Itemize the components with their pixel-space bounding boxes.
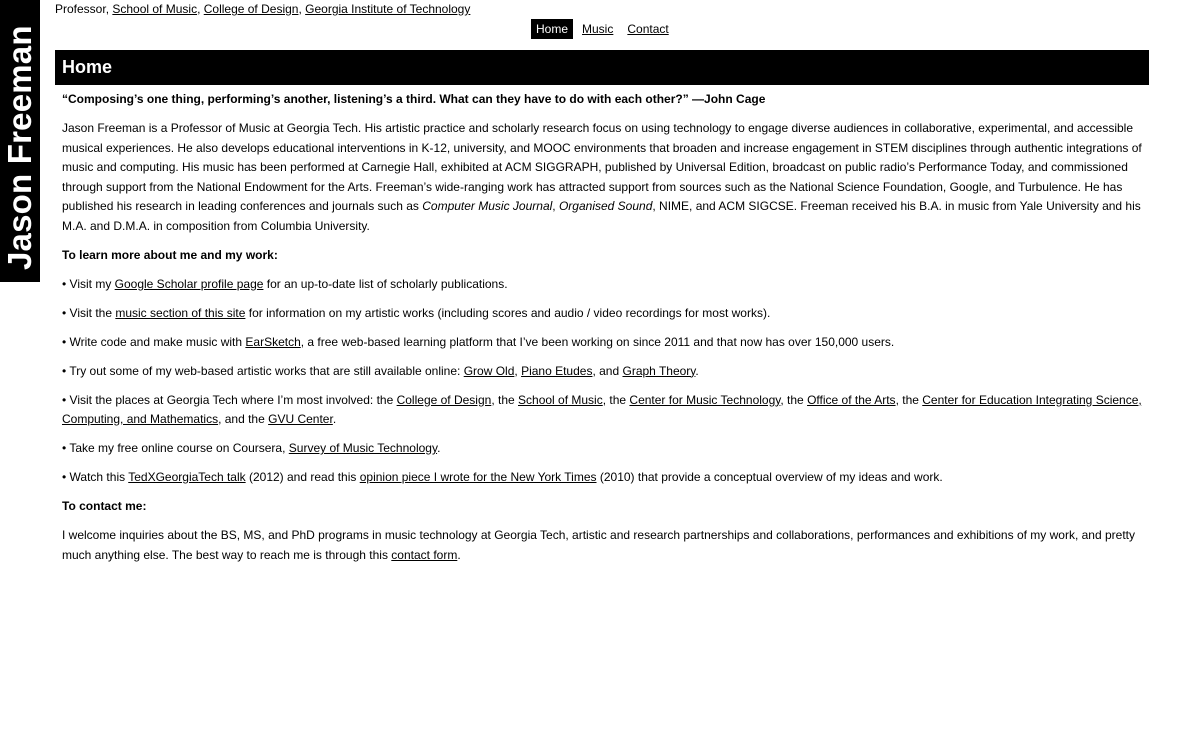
college-of-design-link[interactable]: College of Design — [396, 392, 492, 407]
list-item — [62, 304, 1144, 324]
item-text: • Try out some of my web-based artistic works that are still available online: — [62, 363, 464, 378]
bio-text-2: , NIME, and ACM SIGCSE. Freeman received his B.A. in music from Yale University and his M.A. and D.M.A. in composition from Columbia University. — [62, 199, 1141, 233]
graph-theory-link[interactable]: Graph Theory — [622, 363, 696, 378]
item-text: , — [514, 363, 522, 378]
page-title: Home — [62, 57, 113, 77]
list-item — [62, 333, 1144, 353]
nyt-opinion-link[interactable]: opinion piece I wrote for the New York Times — [359, 470, 597, 484]
contact-heading: To contact me: — [62, 499, 147, 513]
grow-old-link[interactable]: Grow Old — [463, 363, 515, 378]
earsketch-link[interactable]: EarSketch — [245, 334, 301, 349]
gvu-center-link[interactable]: GVU Center — [268, 412, 333, 426]
site-name: Jason Freeman — [1, 25, 38, 270]
bio-text-1: Jason Freeman is a Professor of Music at Georgia Tech. His artistic practice and scholarly research focus on using technology to engage diverse audiences in collaborative, experimental, and accessible musical experiences. He also develops educational interventions in K-12, university, and MOOC environments that broaden and increase engagement in STEM disciplines through authentic integrations of music and computing. His music has been performed at Carnegie Hall, exhibited at ACM SIGGRAPH, published by Universal Edition, broadcast on public radio’s Performance Today, and commissioned through support from the National Endowment for the Arts. Freeman’s wide-ranging work has attracted support from sources such as the National Science Foundation, Google, and Turbulence. He has published his research in leading conferences and journals such as — [62, 121, 1142, 213]
list-item — [62, 391, 1144, 430]
item-text: (2010) that provide a conceptual overview of my ideas and work. — [596, 470, 943, 484]
journal-os: Organised Sound — [558, 199, 653, 213]
list-item — [62, 362, 1144, 382]
ceismc-link[interactable]: Center for Education Integrating Science, Computing, and Mathematics — [62, 392, 1142, 426]
item-text: • Visit my — [62, 276, 115, 291]
list-item — [62, 468, 1144, 488]
nav-music[interactable]: Music — [582, 22, 614, 36]
item-text: , the — [491, 392, 519, 407]
item-text: for an up-to-date list of scholarly publications. — [263, 276, 508, 291]
contact-form-link[interactable]: contact form — [391, 547, 458, 562]
page-title-bar — [55, 50, 1149, 85]
affiliation-prefix: Professor, — [55, 2, 113, 16]
tedx-talk-link[interactable]: TedXGeorgiaTech talk — [128, 470, 246, 484]
item-text: • Take my free online course on Coursera, — [62, 441, 289, 455]
item-text: , the — [895, 392, 923, 407]
piano-etudes-link[interactable]: Piano Etudes — [521, 363, 593, 378]
item-text: • Write code and make music with — [62, 334, 246, 349]
google-scholar-link[interactable]: Google Scholar profile page — [114, 276, 264, 291]
bio-paragraph — [62, 119, 1144, 236]
main-nav — [531, 19, 678, 39]
item-text: , the — [602, 392, 630, 407]
item-text: . — [437, 441, 441, 455]
office-of-the-arts-link[interactable]: Office of the Arts — [807, 392, 896, 407]
center-for-music-technology-link[interactable]: Center for Music Technology — [629, 392, 781, 407]
learn-heading: To learn more about me and my work: — [62, 247, 278, 262]
item-text: for information on my artistic works (including scores and audio / video recordings for most works). — [245, 305, 771, 320]
item-text: • Visit the places at Georgia Tech where I’m most involved: the — [62, 392, 397, 407]
item-text: • Watch this — [62, 470, 129, 484]
quote: “Composing’s one thing, performing’s another, listening’s a third. What can they have to do with each other?” —John Cage — [62, 92, 766, 106]
coursera-course-link[interactable]: Survey of Music Technology — [288, 441, 438, 455]
contact-text-end: . — [457, 547, 461, 562]
contact-paragraph — [62, 526, 1144, 565]
journal-cmj: Computer Music Journal — [422, 199, 553, 213]
item-text: , the — [780, 392, 808, 407]
item-text: , and the — [218, 412, 269, 426]
sidebar-banner — [0, 0, 40, 282]
item-text: , a free web-based learning platform that I’ve been working on since 2011 and that now has over 150,000 users. — [300, 334, 895, 349]
nav-contact[interactable]: Contact — [627, 22, 669, 36]
item-text: . — [695, 363, 699, 378]
music-section-link[interactable]: music section of this site — [115, 305, 246, 320]
main-content — [62, 90, 1144, 575]
nav-home[interactable]: Home — [531, 19, 573, 39]
school-of-music-link[interactable]: School of Music — [518, 392, 603, 407]
school-of-music-link[interactable]: School of Music — [112, 2, 198, 16]
item-text: . — [332, 412, 337, 426]
list-item — [62, 439, 1144, 459]
college-of-design-link[interactable]: College of Design — [203, 2, 299, 16]
georgia-tech-link[interactable]: Georgia Institute of Technology — [305, 2, 471, 16]
item-text: (2012) and read this — [245, 470, 360, 484]
affiliation-line: Professor, School of Music, College of Design, Georgia Institute of Technology — [55, 2, 471, 16]
list-item — [62, 275, 1144, 295]
bio-sep: , — [552, 199, 559, 213]
item-text: , and — [592, 363, 623, 378]
contact-text: I welcome inquiries about the BS, MS, and PhD programs in music technology at Georgia Tech, artistic and research partnerships and collaborations, performances and exhibitions of my work, and pretty much anything else. The best way to reach me is through this — [62, 528, 1135, 562]
item-text: • Visit the — [62, 305, 116, 320]
